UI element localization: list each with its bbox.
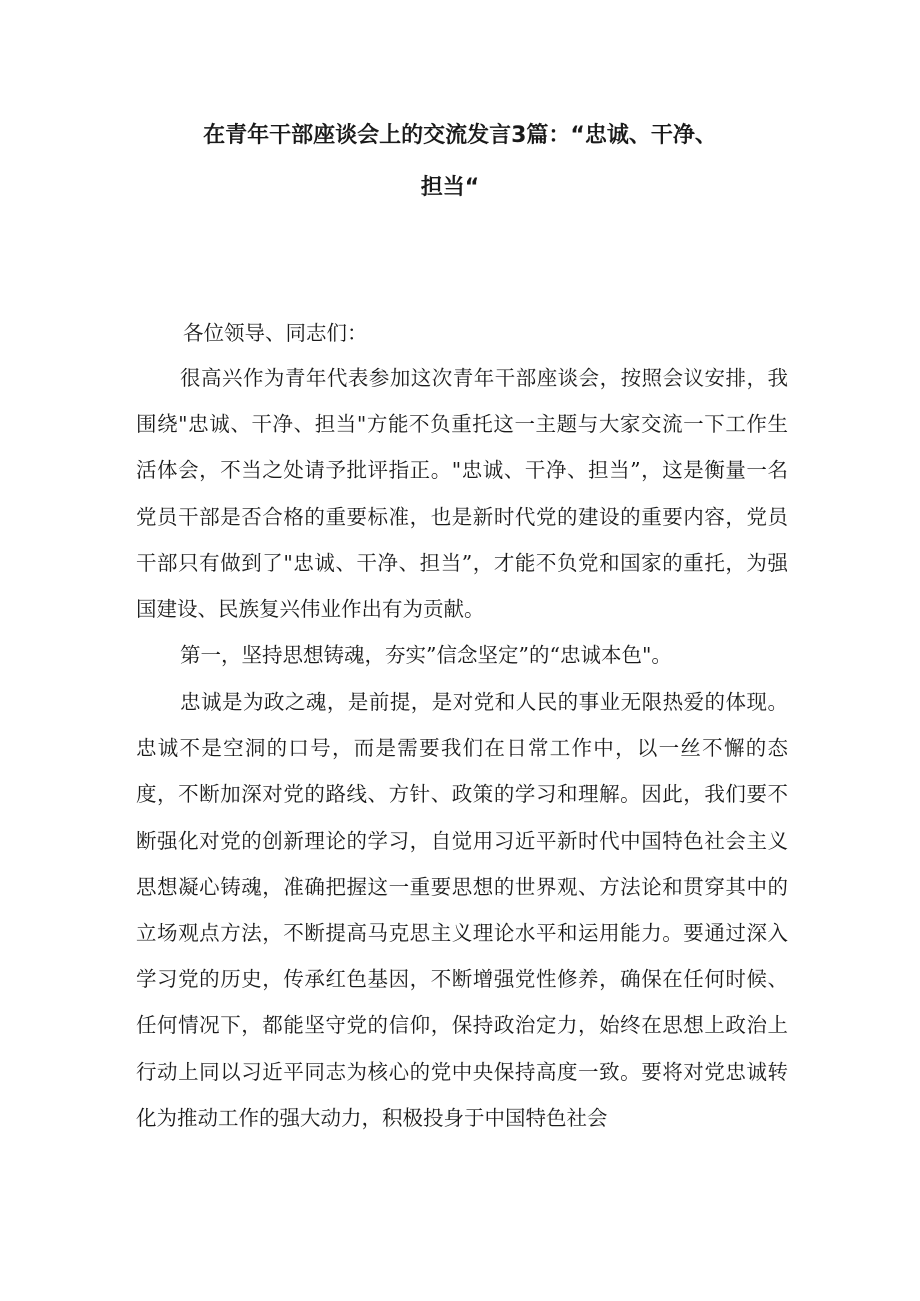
salutation: 各位领导、同志们： [183, 321, 368, 345]
paragraph-section-heading: 第一，坚持思想铸魂，夯实”信念坚定”的“忠诚本色"。 [180, 643, 672, 667]
document-title-line-2: 担当“ [420, 175, 480, 200]
document-title-line-1: 在青年干部座谈会上的交流发言3篇：“忠诚、干净、 [203, 123, 717, 148]
paragraph-loyalty: 忠诚是为政之魂，是前提，是对党和人民的事业无限热爱的体现。忠诚不是空洞的口号，而是需要我们在日常工作中，以一丝不懈的态度，不断加深对党的路线、方针、政策的学习和理解。因此，我们要不断强化对党的创新理论的学习，自觉用习近平新时代中国特色社会主义思想凝心铸魂，准确把握这一重要思想的世界观、方法论和贯穿其中的立场观点方法，不断提高马克思主义理论水平和运用能力。要通过深入学习党的历史，传承红色基因，不断增强党性修养，确保在任何时候、任何情况下，都能坚守党的信仰，保持政治定力，始终在思想上政治上行动上同以习近平同志为核心的党中央保持高度一致。要将对党忠诚转化为推动工作的强大动力，积极投身于中国特色社会 [136, 690, 788, 1130]
paragraph-intro: 很高兴作为青年代表参加这次青年干部座谈会，按照会议安排，我围绕"忠诚、干净、担当"方能不负重托这一主题与大家交流一下工作生活体会，不当之处请予批评指正。"忠诚、干净、担当”，这是衡量一名党员干部是否合格的重要标准，也是新时代党的建设的重要内容，党员干部只有做到了"忠诚、干净、担当”，才能不负党和国家的重托，为强国建设、民族复兴伟业作出有为贡献。 [136, 366, 788, 622]
